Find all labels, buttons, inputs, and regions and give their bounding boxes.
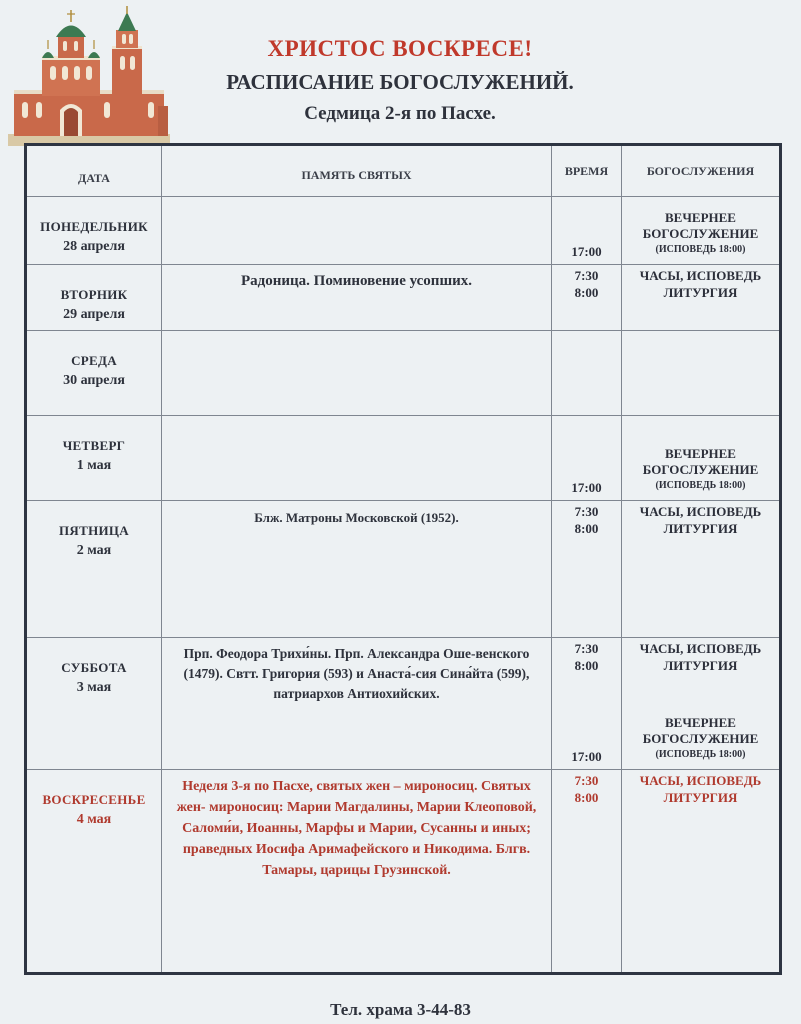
services-cell	[622, 501, 781, 638]
services-cell	[622, 638, 781, 770]
date-value: 1 мая	[76, 458, 112, 473]
table-row	[26, 265, 781, 331]
services-top: ЧАСЫ, ИСПОВЕДЬ ЛИТУРГИЯ	[639, 504, 762, 536]
confession-note: (ИСПОВЕДЬ 18:00)	[655, 749, 746, 760]
greeting: ХРИСТОС ВОСКРЕСЕ!	[267, 36, 533, 61]
time-cell	[552, 197, 622, 265]
table-row	[26, 331, 781, 416]
service-name: ВЕЧЕРНЕЕ БОГОСЛУЖЕНИЕ	[642, 210, 759, 241]
time-top: 7:30 8:00	[574, 504, 599, 536]
services-bottom	[622, 210, 779, 258]
date-cell	[26, 638, 162, 770]
time-cell	[552, 331, 622, 416]
services-cell	[622, 331, 781, 416]
time-bottom: 17:00	[571, 749, 602, 764]
time-cell	[552, 638, 622, 770]
date-cell	[26, 331, 162, 416]
column-header-services: БОГОСЛУЖЕНИЯ	[622, 145, 781, 197]
services-top: ЧАСЫ, ИСПОВЕДЬ ЛИТУРГИЯ	[639, 268, 762, 300]
service-name: ВЕЧЕРНЕЕ БОГОСЛУЖЕНИЕ	[642, 446, 759, 477]
day-name: ВОСКРЕСЕНЬЕ	[42, 792, 146, 807]
saints-cell: Неделя 3-я по Пасхе, святых жен – мироносиц. Святых жен- мироносиц: Марии Магдалины, Марии Клеоповой, Саломи́и, Иоанны, Марфы и Марии, Сусанны и иных; праведных Иосифа Аримафейского и Никодима. Блгв. Тамары, царицы Грузинской.	[162, 770, 552, 974]
confession-note: (ИСПОВЕДЬ 18:00)	[655, 480, 746, 491]
date-cell	[26, 770, 162, 974]
time-cell	[552, 416, 622, 501]
time-bottom: 17:00	[571, 480, 602, 495]
services-top: ЧАСЫ, ИСПОВЕДЬ ЛИТУРГИЯ	[639, 641, 762, 673]
page-header	[170, 36, 630, 125]
time-top: 7:30 8:00	[574, 773, 599, 805]
page-title: РАСПИСАНИЕ БОГОСЛУЖЕНИЙ.	[226, 70, 574, 94]
day-name: СУББОТА	[61, 660, 127, 675]
column-header-time: ВРЕМЯ	[552, 145, 622, 197]
table-row	[26, 638, 781, 770]
day-name: ЧЕТВЕРГ	[62, 438, 126, 453]
table-row	[26, 416, 781, 501]
column-header-date: ДАТА	[26, 145, 162, 197]
time-cell	[552, 501, 622, 638]
schedule-table	[24, 143, 782, 975]
service-name: ВЕЧЕРНЕЕ БОГОСЛУЖЕНИЕ	[642, 715, 759, 746]
time-cell	[552, 265, 622, 331]
table-header-row	[26, 145, 781, 197]
services-top: ЧАСЫ, ИСПОВЕДЬ ЛИТУРГИЯ	[639, 773, 762, 805]
date-value: 2 мая	[76, 543, 112, 558]
saints-cell: Блж. Матроны Московской (1952).	[162, 501, 552, 638]
services-cell	[622, 265, 781, 331]
date-value: 30 апреля	[63, 373, 125, 388]
date-value: 3 мая	[76, 680, 112, 695]
day-name: СРЕДА	[71, 353, 117, 368]
saints-cell: Радоница. Поминовение усопших.	[162, 265, 552, 331]
column-header-saints: ПАМЯТЬ СВЯТЫХ	[162, 145, 552, 197]
date-cell	[26, 197, 162, 265]
time-top: 7:30 8:00	[574, 641, 599, 673]
date-value: 4 мая	[76, 812, 112, 827]
services-cell	[622, 416, 781, 501]
time-top: 7:30 8:00	[574, 268, 599, 300]
services-bottom	[622, 446, 779, 494]
date-cell	[26, 501, 162, 638]
date-cell	[26, 265, 162, 331]
date-cell	[26, 416, 162, 501]
time-cell	[552, 770, 622, 974]
day-name: ВТОРНИК	[60, 287, 128, 302]
church-illustration-icon	[8, 6, 170, 146]
footer-phone: Тел. храма 3-44-83	[330, 1000, 471, 1019]
saints-cell: Прп. Феодора Трихи́ны. Прп. Александра Оше-венского (1479). Свтт. Григория (593) и Анаста́-сия Сина́йта (599), патриархов Антиохийских.	[162, 638, 552, 770]
date-value: 28 апреля	[63, 239, 125, 254]
page-subtitle: Седмица 2-я по Пасхе.	[304, 103, 496, 124]
table-row	[26, 501, 781, 638]
table-row	[26, 770, 781, 974]
saints-cell	[162, 331, 552, 416]
saints-cell	[162, 197, 552, 265]
time-bottom: 17:00	[571, 244, 602, 259]
day-name: ПЯТНИЦА	[59, 523, 129, 538]
saints-cell	[162, 416, 552, 501]
services-bottom	[622, 715, 779, 763]
services-cell	[622, 770, 781, 974]
confession-note: (ИСПОВЕДЬ 18:00)	[655, 244, 746, 255]
services-cell	[622, 197, 781, 265]
table-row	[26, 197, 781, 265]
date-value: 29 апреля	[63, 307, 125, 322]
day-name: ПОНЕДЕЛЬНИК	[40, 219, 148, 234]
